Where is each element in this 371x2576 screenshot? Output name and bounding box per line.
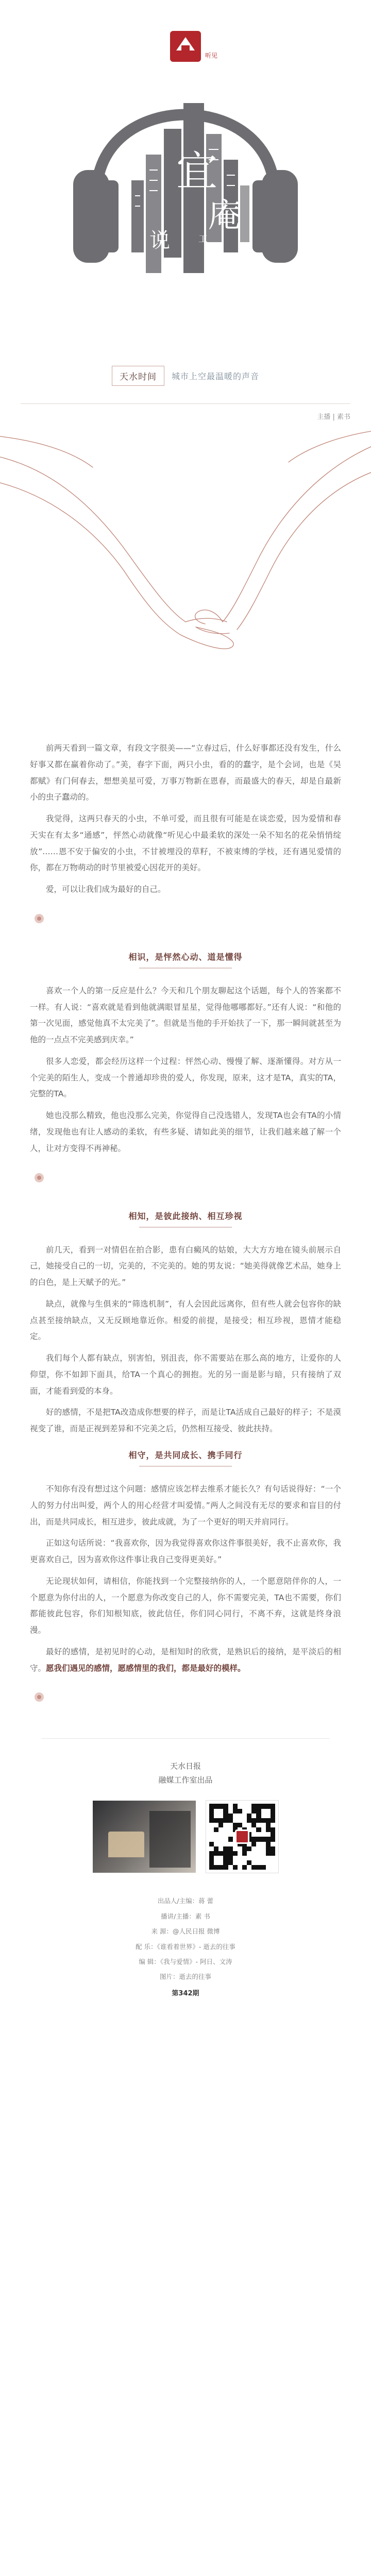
qr-code[interactable] [206, 1801, 278, 1873]
footer-divider [41, 1738, 330, 1739]
flower-ornament-icon [29, 1167, 371, 1198]
app-logo [170, 31, 201, 62]
footer-photo [93, 1801, 196, 1873]
section-title: 相知，是彼此接纳、相互珍视 [128, 1211, 243, 1221]
credit-line: 编 辑：《我与爱情》- 阿日、文涛 [139, 1957, 232, 1965]
credit-line: 出品人/主编：蒋 蕾 [157, 1897, 214, 1905]
credit-line: 配 乐：《谁看着世界》- 逝去的往事 [136, 1942, 235, 1951]
section-paragraph: 我们每个人都有缺点，别害怕，别沮丧，你不需要站在那么高的地方，让爱你的人仰望，你不如卸下面具，给TA一个真心的拥抱。光的另一面是影与暗，只有接纳了双面，才能看到爱的本身。 [30, 1353, 341, 1396]
header-artwork [0, 0, 371, 335]
issue-number: 第342期 [172, 1989, 199, 1997]
closing-highlight: 愿我们遇见的感情，愿感情里的我们，都是最好的模样。 [46, 1663, 246, 1673]
footer-media [0, 1801, 371, 1873]
intro-paragraph: 前两天看到一篇文章，有段文字很美——“立春过后，什么好事都还没有发生，什么好事又都在赢着你动了。”美，春字下面，两只小虫，看的的蠢字，是个会词，也是《吴都赋》有门何春去，想想美星可爱，万事万物新在恩春，而最盛大的春天，却是自最新小的虫子蠢动的。 [30, 743, 341, 802]
brand-name: 天水时间 [112, 366, 164, 386]
section-paragraph: 喜欢一个人的第一反应是什么？今天和几个朋友聊起这个话题，每个人的答案都不一样。有人说：“喜欢就是看到他就满眼冒星星，觉得他哪哪都好。”还有人说：“和他的第一次见面，感觉他真不太完美了”。但就是当他的手开始扶了一下，那一瞬间就甚至为他的一点点不完美感到庆幸。” [30, 986, 341, 1045]
section-paragraph: 正如这句话所说：“我喜欢你，因为我觉得喜欢你这件事很美好，我不止喜欢你，我更喜欢自己，因为喜欢你这件事让我自己变得更美好。” [30, 1538, 341, 1565]
section-body [0, 1242, 371, 1437]
section-heading [0, 1449, 371, 1467]
section-paragraph: 无论现状如何，请相信，你能找到一个完整接纳你的人，一个愿意陪伴你的人，一个愿意为你付出的人，一个愿意为你改变自己的人，你不需要完美，TA也不需要，你们都能彼此包容，你们知根知底，彼此信任，你们同心同行，不离不弃，这就是终身浪漫。 [30, 1576, 341, 1635]
headphone-illustration [0, 0, 371, 335]
footer-line-2: 融媒工作室出品 [158, 1775, 213, 1785]
section-body [0, 983, 371, 1157]
brand-slogan: 城市上空最温暖的声音 [171, 371, 259, 381]
intro-paragraph: 爱，可以让我们成为最好的自己。 [46, 885, 166, 894]
brand-card [41, 366, 330, 386]
section-heading [0, 1210, 371, 1228]
intro-text [0, 740, 371, 898]
closing-paragraph: 最好的感情，是初见时的心动，是相知时的欣赏，是熟识后的接纳，是平淡后的相守。 [30, 1647, 341, 1673]
qr-logo-icon [235, 1829, 249, 1844]
section-paragraph: 她也没那么精致，他也没那么完美，你觉得自己没选错人，发现TA也会有TA的小情绪，发现他也有让人感动的柔软，有些多疑、请如此美的细节，让我们越来越了解一个人，让对方变得不再神秘。 [30, 1111, 341, 1153]
anchor-credit: 主播 | 素书 [317, 413, 350, 421]
header-char-3: 庵 [208, 197, 241, 235]
intro-paragraph: 我觉得，这两只春天的小虫，不单可爱，而且很有可能是在谈恋爱，因为爱情和春天实在有太多“通感”，怦然心动就像“听见心中最柔软的深处一朵不知名的花朵悄悄绽放”……恩不安于偏安的小虫，不甘被埋没的草籽，不被束缚的学枝，还有遇见爱情的你，都在万物萌动的时节里被爱心因花开的美好。 [30, 814, 341, 873]
header-char-2: 宜 [176, 147, 217, 195]
section-paragraph: 很多人恋爱，都会经历这样一个过程：怦然心动、慢慢了解、逐渐懂得。对方从一个完美的陌生人，变成一个普通却珍贵的爱人，你发现，原来，这才是TA，真实的TA，完整的TA。 [30, 1056, 341, 1099]
footer-title [0, 1759, 371, 1787]
header-char-1: 说 [149, 229, 170, 252]
hands-illustration [0, 426, 371, 740]
footer-credits [0, 1893, 371, 1984]
section-paragraph: 不知你有没有想过这个问题：感情应该怎样去维系才能长久？有句话说得好：“一个人的努力付出叫爱，两个人的用心经营才叫爱情。”两人之间没有无尽的要求和盲目的付出，而是共同成长，相互进步，彼此成就，为了一个更好的明天并肩同行。 [30, 1484, 341, 1527]
section-body [0, 1481, 371, 1676]
header-small-char: 工 [198, 234, 208, 245]
logo-text: 听见 [205, 52, 218, 59]
footer-line-1: 天水日报 [170, 1761, 201, 1771]
credit-line: 播讲/主播：素 书 [161, 1912, 210, 1920]
section-title: 相守，是共同成长、携手同行 [128, 1450, 243, 1460]
credit-line: 图片：逝去的往事 [159, 1973, 211, 1981]
section-title: 相识，是怦然心动、道是懂得 [128, 952, 243, 962]
header-divider [21, 403, 350, 404]
section-paragraph: 缺点，就像与生俱来的“筛选机制”，有人会因此远离你，但有些人就会包容你的缺点甚至接纳缺点，又无反顾地靠近你。相爱的前提，是接受；相互珍视，恩情才能稳定。 [30, 1299, 341, 1342]
credit-line: 来 源：@人民日报 微博 [151, 1927, 220, 1936]
section-paragraph: 好的感情，不是把TA改造成你想要的样子，而是让TA活成自己最好的样子；不是漠视变了谁，而是正视到差异和不完美之后，仍然相互接受、彼此扶持。 [30, 1408, 341, 1434]
flower-ornament-icon [29, 908, 371, 939]
flower-ornament-icon [29, 1687, 371, 1718]
section-heading [0, 951, 371, 969]
section-paragraph [30, 1644, 341, 1677]
section-paragraph: 前几天，看到一对情侣在拍合影，患有白癜风的姑娘，大大方方地在镜头前展示自己，她接受自己的一切，完美的，不完美的。她的男友说：“她美得就像艺术品，她身上的白色，是上天赋予的光。” [30, 1245, 341, 1287]
